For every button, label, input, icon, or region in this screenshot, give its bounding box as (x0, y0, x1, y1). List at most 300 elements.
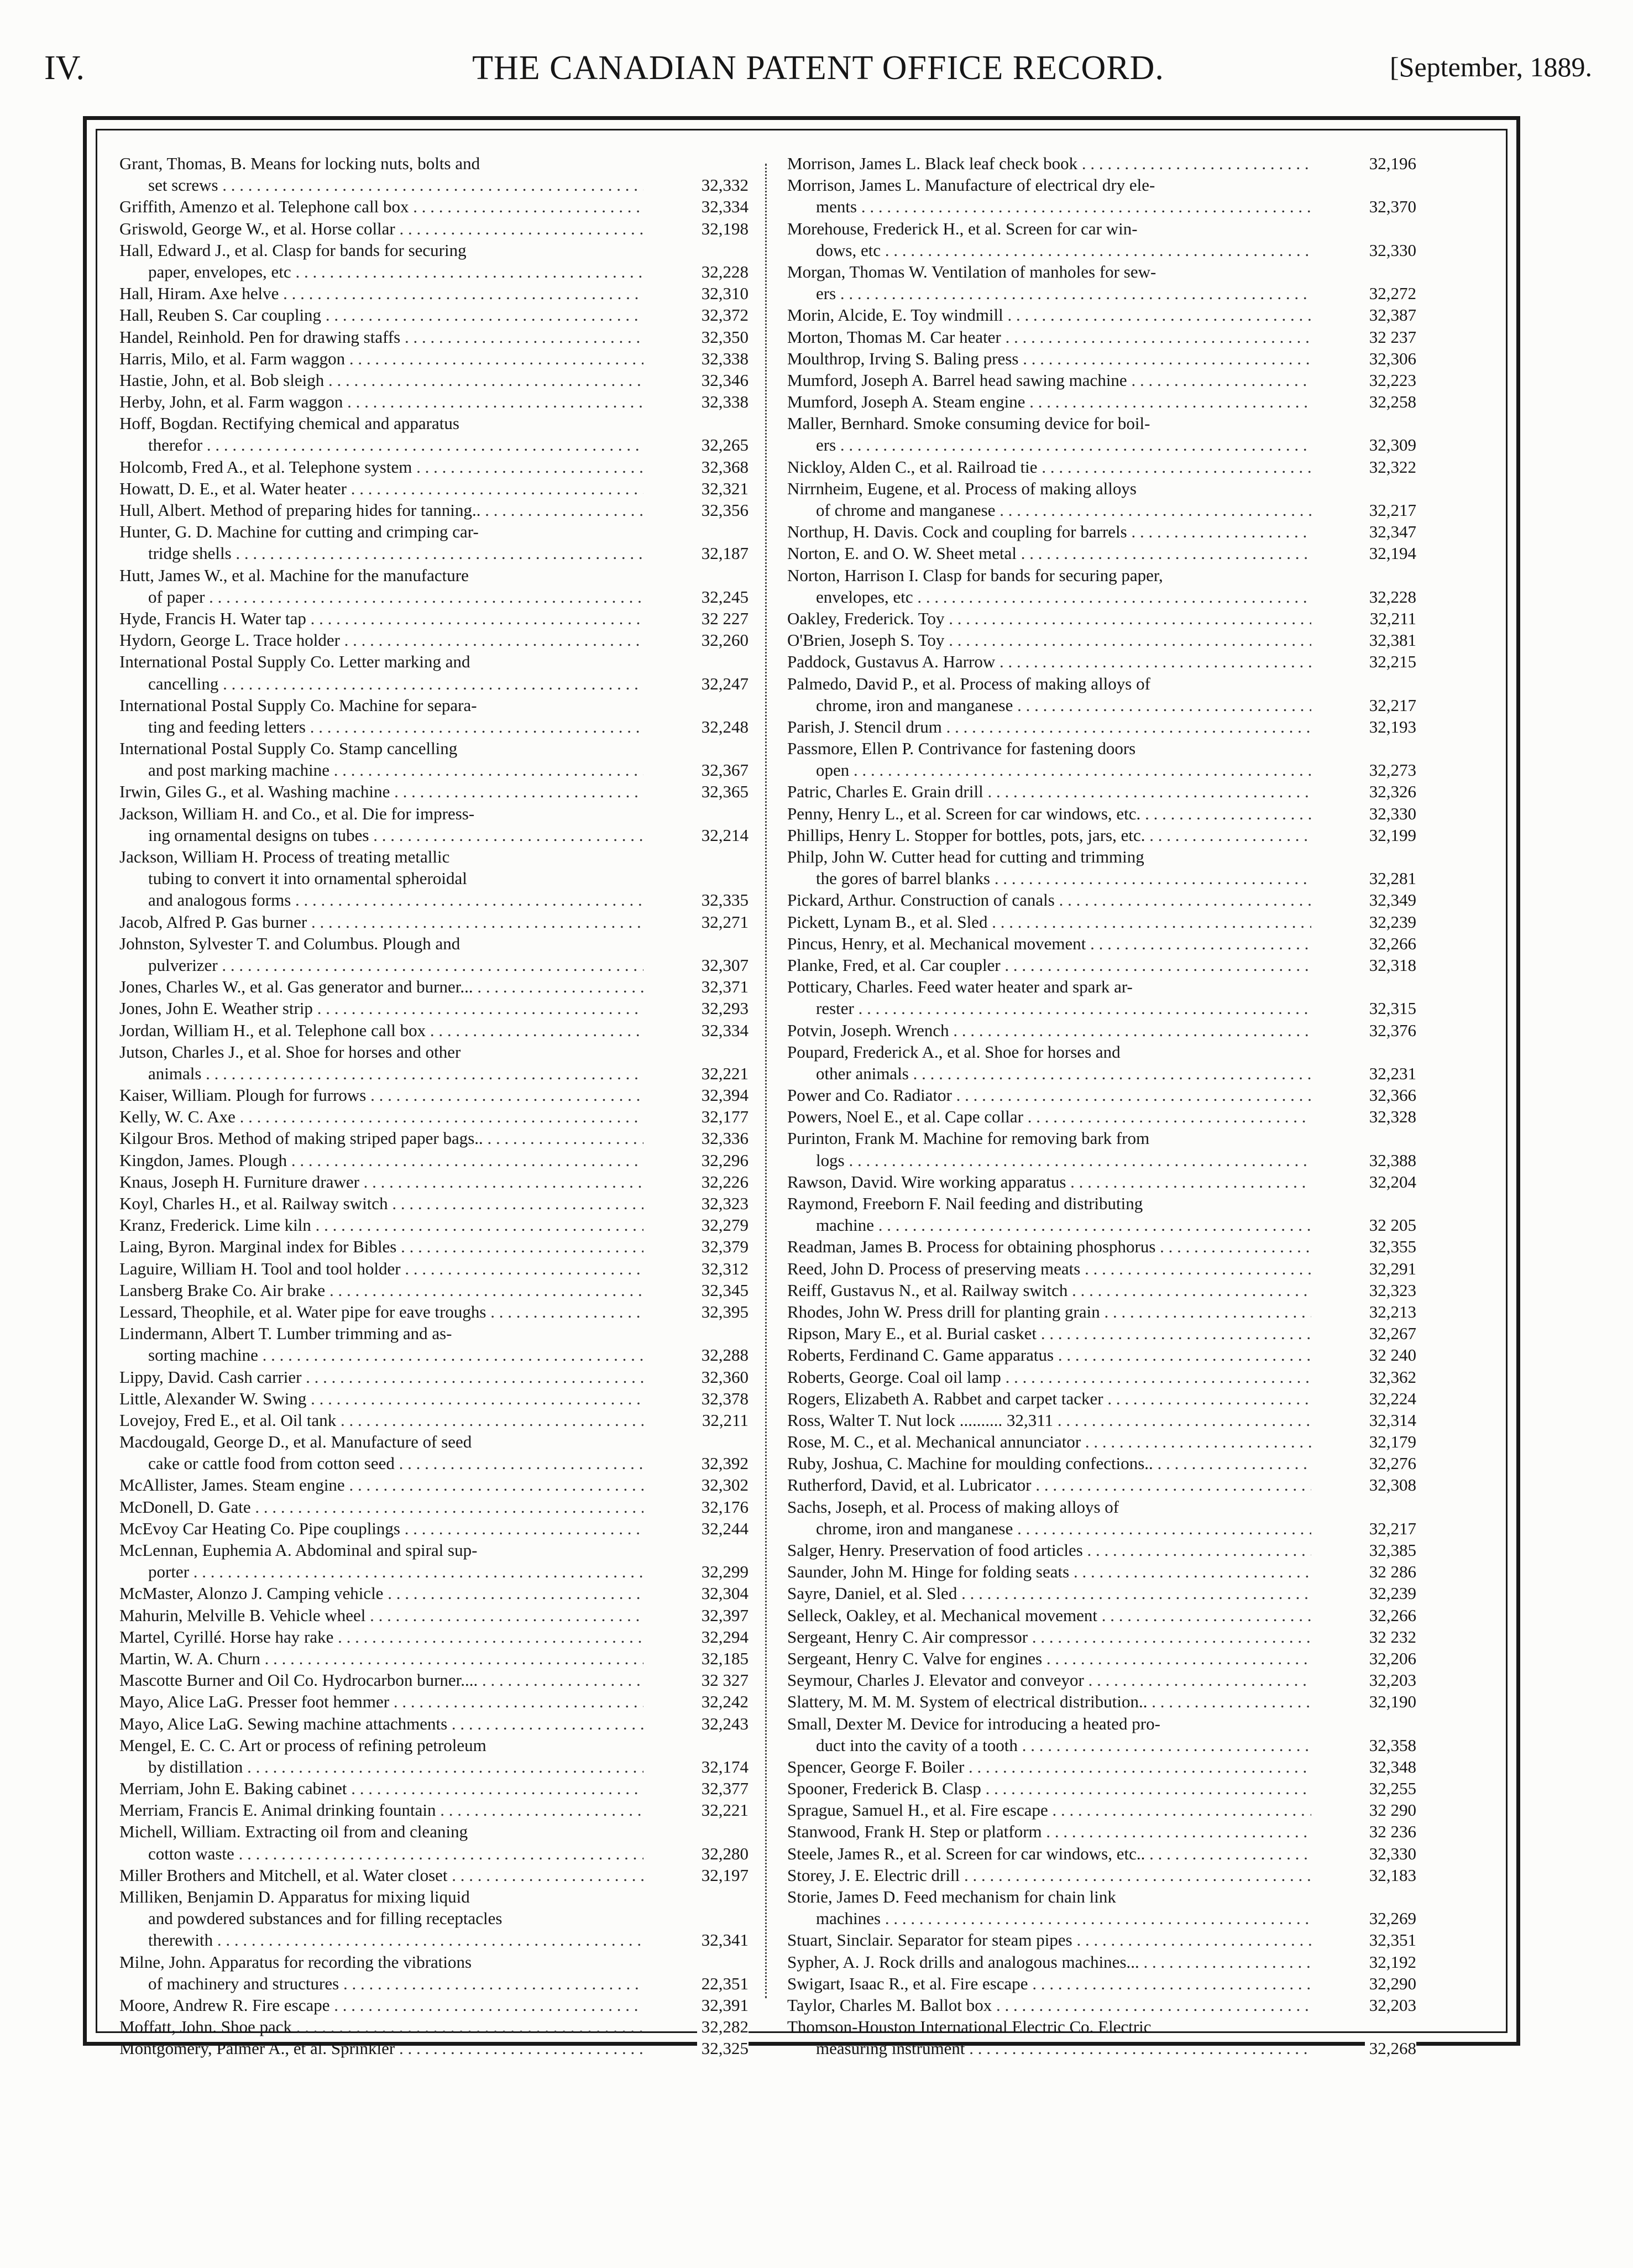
patent-number: 32,269 (1365, 1908, 1416, 1929)
index-entry (119, 456, 749, 478)
index-entry (787, 1756, 1416, 1778)
index-entry (787, 1366, 1416, 1388)
entry-line (787, 1756, 1416, 1778)
entry-text: open . . . (816, 759, 1311, 781)
patent-number: 32,215 (1365, 651, 1416, 672)
page-header (44, 43, 1592, 104)
entry-continuation-line (119, 824, 749, 846)
patent-number: 32,299 (697, 1561, 749, 1582)
entry-line (119, 1691, 749, 1712)
entry-text: Steele, James R., et al. Screen for car windows, etc.. . . . (787, 1843, 1311, 1864)
entry-text: Maller, Bernhard. Smoke consuming device for boil- (787, 414, 1150, 433)
entry-text: Lippy, David. Cash carrier . . . (119, 1366, 643, 1388)
patent-number: 32,350 (697, 326, 749, 348)
index-entry (787, 412, 1416, 456)
entry-text: O'Brien, Joseph S. Toy . . . (787, 629, 1311, 651)
entry-continuation-line (119, 889, 749, 911)
entry-text: Moore, Andrew R. Fire escape . . . (119, 1994, 643, 2016)
patent-number: 32,335 (697, 889, 749, 911)
index-entry (787, 781, 1416, 802)
page-number: IV. (44, 49, 85, 87)
entry-line (119, 1041, 749, 1063)
entry-line (119, 1778, 749, 1799)
entry-line (119, 1127, 749, 1149)
entry-line (787, 716, 1416, 738)
entry-text: Little, Alexander W. Swing . . . (119, 1388, 643, 1409)
index-entry (119, 1496, 749, 1518)
patent-number: 32,308 (1365, 1474, 1416, 1496)
entry-text: Morrison, James L. Manufacture of electrical dry ele- (787, 175, 1155, 195)
entry-line (787, 1843, 1416, 1864)
entry-line (787, 1171, 1416, 1193)
index-entry (119, 1366, 749, 1388)
entry-line (119, 1149, 749, 1171)
entry-text: Kelly, W. C. Axe . . . (119, 1106, 643, 1127)
entry-text: Kranz, Frederick. Lime kiln . . . (119, 1214, 643, 1236)
entry-text: Montgomery, Palmer A., et al. Sprinkler . . . (119, 2037, 643, 2059)
patent-number: 32 227 (697, 608, 749, 629)
entry-text: Mahurin, Melville B. Vehicle wheel . . . (119, 1605, 643, 1626)
index-entry (119, 1886, 749, 1951)
entry-text: logs . . . (816, 1149, 1311, 1171)
index-entry (119, 1691, 749, 1712)
entry-text: Miller Brothers and Mitchell, et al. Water closet . . . (119, 1864, 643, 1886)
page-title: THE CANADIAN PATENT OFFICE RECORD. (472, 49, 1164, 87)
patent-number: 32,214 (697, 824, 749, 846)
patent-number: 32,395 (697, 1301, 749, 1323)
index-entry (119, 1388, 749, 1409)
entry-line (787, 1452, 1416, 1474)
entry-line (119, 1669, 749, 1691)
entry-line (119, 1301, 749, 1323)
entry-line (119, 629, 749, 651)
entry-line (787, 1778, 1416, 1799)
entry-text: Northup, H. Davis. Cock and coupling for barrels . . . (787, 521, 1311, 542)
patent-number: 32,315 (1365, 997, 1416, 1019)
patent-number: 32,294 (697, 1626, 749, 1648)
patent-number: 32,266 (1365, 933, 1416, 954)
entry-text: Selleck, Oakley, et al. Mechanical movement . . . (787, 1605, 1311, 1626)
entry-text: Hall, Reuben S. Car coupling . . . (119, 304, 643, 326)
entry-text: Parish, J. Stencil drum . . . (787, 716, 1311, 738)
patent-number: 32,347 (1365, 521, 1416, 542)
entry-text: Mengel, E. C. C. Art or process of refining petroleum (119, 1735, 486, 1755)
entry-line (119, 1323, 749, 1344)
entry-line (787, 153, 1416, 174)
patent-number: 32,307 (697, 954, 749, 976)
entry-text: Merriam, Francis E. Animal drinking fountain . . . (119, 1799, 643, 1821)
patent-number: 32 286 (1365, 1561, 1416, 1582)
entry-text: Macdougald, George D., et al. Manufacture of seed (119, 1432, 472, 1452)
entry-text: Sprague, Samuel H., et al. Fire escape . . . (787, 1799, 1311, 1821)
entry-text: Storie, James D. Feed mechanism for chain link (787, 1887, 1116, 1906)
entry-line (119, 153, 749, 174)
patent-number: 32,265 (697, 434, 749, 456)
entry-line (119, 933, 749, 954)
page-frame (83, 116, 1520, 2058)
entry-text: Stanwood, Frank H. Step or platform . . . (787, 1821, 1311, 1842)
entry-line (119, 1366, 749, 1388)
patent-number: 32,391 (697, 1994, 749, 2016)
patent-number: 32,330 (1365, 239, 1416, 261)
patent-number: 32,193 (1365, 716, 1416, 738)
index-entry (119, 846, 749, 911)
entry-text: Salger, Henry. Preservation of food articles . . . (787, 1539, 1311, 1561)
patent-number: 32,328 (1365, 1106, 1416, 1127)
entry-line (119, 1626, 749, 1648)
entry-line (787, 629, 1416, 651)
entry-text: Ripson, Mary E., et al. Burial casket . . . (787, 1323, 1311, 1344)
entry-line (119, 456, 749, 478)
patent-number: 32,266 (1365, 1605, 1416, 1626)
index-entry (787, 1474, 1416, 1496)
entry-line (787, 911, 1416, 933)
patent-number: 32,199 (1365, 824, 1416, 846)
index-entry (787, 1799, 1416, 1821)
entry-line (787, 1669, 1416, 1691)
entry-text: Laguire, William H. Tool and tool holder . . . (119, 1258, 643, 1279)
index-entry (119, 1301, 749, 1323)
entry-line (119, 1431, 749, 1452)
entry-text: Moffatt, John. Shoe pack . . . (119, 2016, 643, 2037)
entry-text: Norton, Harrison I. Clasp for bands for securing paper, (787, 565, 1163, 585)
entry-continuation-line (787, 1908, 1416, 1929)
patent-number: 32,242 (697, 1691, 749, 1712)
entry-line (787, 803, 1416, 824)
entry-line (119, 1582, 749, 1604)
index-entry (119, 1582, 749, 1604)
entry-continuation-line (787, 1063, 1416, 1084)
entry-line (787, 1561, 1416, 1582)
entry-line (787, 1951, 1416, 1973)
index-entry (119, 1193, 749, 1214)
patent-number: 32,376 (1365, 1020, 1416, 1041)
patent-number: 32,334 (697, 196, 749, 217)
entry-line (787, 391, 1416, 412)
patent-number: 32,190 (1365, 1691, 1416, 1712)
index-entry (787, 1605, 1416, 1626)
entry-text: Michell, William. Extracting oil from and cleaning (119, 1822, 468, 1842)
patent-number: 32,196 (1365, 153, 1416, 174)
index-entry (119, 1214, 749, 1236)
index-entry (119, 1713, 749, 1734)
index-entry (119, 521, 749, 564)
entry-text: Palmedo, David P., et al. Process of making alloys of (787, 673, 1150, 693)
index-entry (119, 1279, 749, 1301)
entry-text: Nickloy, Alden C., et al. Railroad tie . . . (787, 456, 1311, 478)
entry-text: Hall, Edward J., et al. Clasp for bands for securing (119, 240, 467, 260)
entry-text: Rutherford, David, et al. Lubricator . . . (787, 1474, 1311, 1496)
index-entry (787, 153, 1416, 174)
entry-text: Mumford, Joseph A. Steam engine . . . (787, 391, 1311, 412)
patent-number: 32,365 (697, 781, 749, 802)
entry-text: Jacob, Alfred P. Gas burner . . . (119, 911, 643, 933)
entry-line (787, 1994, 1416, 2016)
entry-line (787, 1713, 1416, 1734)
entry-text: Jackson, William H. Process of treating metallic (119, 847, 450, 866)
entry-text: tridge shells . . . (148, 542, 643, 564)
patent-number: 32,330 (1365, 1843, 1416, 1864)
entry-text: Hall, Hiram. Axe helve . . . (119, 283, 643, 304)
patent-number: 32,355 (1365, 1236, 1416, 1257)
index-entry (119, 1474, 749, 1496)
entry-text: Mayo, Alice LaG. Sewing machine attachments . . . (119, 1713, 643, 1734)
patent-number: 32,239 (1365, 1582, 1416, 1604)
patent-number: 32,198 (697, 218, 749, 239)
entry-line (119, 499, 749, 521)
entry-text: Hydorn, George L. Trace holder . . . (119, 629, 643, 651)
patent-number: 32,211 (1365, 608, 1416, 629)
entry-text: Hutt, James W., et al. Machine for the manufacture (119, 565, 469, 585)
patent-number: 32,310 (697, 283, 749, 304)
index-entry (787, 1409, 1416, 1431)
entry-line (787, 412, 1416, 434)
entry-line (787, 1366, 1416, 1388)
patent-number: 32 240 (1365, 1344, 1416, 1366)
index-entry (119, 1149, 749, 1171)
patent-number: 32,290 (1365, 1973, 1416, 1994)
patent-number: 32,244 (697, 1518, 749, 1539)
index-entry (119, 1020, 749, 1041)
index-entry (787, 1301, 1416, 1323)
index-entry (787, 1258, 1416, 1279)
index-entry (119, 1799, 749, 1821)
index-entry (787, 1041, 1416, 1084)
entry-text: ing ornamental designs on tubes . . . (148, 824, 643, 846)
entry-line (787, 565, 1416, 586)
index-entry (787, 1821, 1416, 1842)
entry-line (119, 412, 749, 434)
index-entry (787, 1843, 1416, 1864)
index-entry (119, 1323, 749, 1366)
entry-continuation-line (787, 434, 1416, 456)
entry-text: chrome, iron and manganese . . . (816, 1518, 1311, 1539)
patent-number: 32,323 (1365, 1279, 1416, 1301)
index-entry (119, 1127, 749, 1149)
entry-line (119, 997, 749, 1019)
entry-text: Saunder, John M. Hinge for folding seats . . . (787, 1561, 1311, 1582)
patent-number: 32,260 (697, 629, 749, 651)
entry-text: other animals . . . (816, 1063, 1311, 1084)
entry-text: Passmore, Ellen P. Contrivance for fastening doors (787, 739, 1136, 759)
patent-number: 32,239 (1365, 911, 1416, 933)
patent-number: 32,197 (697, 1864, 749, 1886)
entry-text: Swigart, Isaac R., et al. Fire escape . . . (787, 1973, 1311, 1994)
entry-continuation-line (787, 196, 1416, 217)
entry-continuation-line (787, 1149, 1416, 1171)
entry-text: Kaiser, William. Plough for furrows . . . (119, 1084, 643, 1106)
entry-line (787, 1474, 1416, 1496)
entry-line (119, 1951, 749, 1973)
entry-continuation-line (119, 954, 749, 976)
index-entry (119, 1171, 749, 1193)
patent-number: 32,179 (1365, 1431, 1416, 1452)
entry-line (787, 1799, 1416, 1821)
patent-number: 32,281 (1365, 868, 1416, 889)
index-entry (119, 1734, 749, 1778)
index-entry (787, 738, 1416, 781)
index-entry (787, 1886, 1416, 1929)
patent-number: 32,338 (697, 391, 749, 412)
entry-line (119, 1171, 749, 1193)
entry-line (787, 976, 1416, 997)
entry-line (787, 1973, 1416, 1994)
entry-line (787, 1236, 1416, 1257)
entry-line (119, 1020, 749, 1041)
index-entry (119, 1431, 749, 1474)
entry-text: pulverizer . . . (148, 954, 643, 976)
entry-line (119, 1518, 749, 1539)
index-entry (787, 1929, 1416, 1951)
entry-line (119, 1496, 749, 1518)
entry-text: Hull, Albert. Method of preparing hides for tanning.. . . . (119, 499, 643, 521)
index-entry (119, 781, 749, 802)
entry-text: Harris, Milo, et al. Farm waggon . . . (119, 348, 643, 369)
right-index-column (787, 153, 1416, 2060)
entry-text: tubing to convert it into ornamental spheroidal (148, 869, 467, 889)
index-entry (787, 521, 1416, 542)
index-entry (119, 1605, 749, 1626)
entry-line (119, 608, 749, 629)
entry-continuation-line (119, 261, 749, 283)
index-entry (787, 1994, 1416, 2016)
index-entry (119, 1821, 749, 1864)
patent-number: 32 205 (1365, 1214, 1416, 1236)
entry-line (119, 1474, 749, 1496)
patent-number: 32,204 (1365, 1171, 1416, 1193)
index-entry (787, 1452, 1416, 1474)
index-entry (787, 1626, 1416, 1648)
patent-number: 32,176 (697, 1496, 749, 1518)
entry-text: McEvoy Car Heating Co. Pipe couplings . . . (119, 1518, 643, 1539)
entry-line (787, 369, 1416, 391)
entry-text: Koyl, Charles H., et al. Railway switch . . . (119, 1193, 643, 1214)
entry-text: Power and Co. Radiator . . . (787, 1084, 1311, 1106)
patent-number: 32,221 (697, 1063, 749, 1084)
patent-number: 32,217 (1365, 499, 1416, 521)
patent-number: 32,325 (697, 2037, 749, 2059)
patent-number: 32,228 (697, 261, 749, 283)
entry-line (787, 1496, 1416, 1518)
patent-number: 32,296 (697, 1149, 749, 1171)
index-entry (119, 911, 749, 933)
patent-number: 32,267 (1365, 1323, 1416, 1344)
patent-number: 32,351 (1365, 1929, 1416, 1951)
entry-text: Jordan, William H., et al. Telephone call box . . . (119, 1020, 643, 1041)
patent-number: 32,323 (697, 1193, 749, 1214)
patent-number: 32,223 (1365, 369, 1416, 391)
entry-line (119, 1106, 749, 1127)
index-entry (119, 196, 749, 217)
entry-continuation-line (119, 759, 749, 781)
entry-line (787, 1301, 1416, 1323)
index-entry (119, 153, 749, 196)
index-entry (787, 1279, 1416, 1301)
index-entry (119, 1106, 749, 1127)
entry-line (787, 348, 1416, 369)
patent-number: 32,349 (1365, 889, 1416, 911)
entry-line (787, 218, 1416, 239)
entry-text: Kingdon, James. Plough . . . (119, 1149, 643, 1171)
index-entry (787, 803, 1416, 824)
entry-line (119, 1236, 749, 1257)
entry-text: McMaster, Alonzo J. Camping vehicle . . . (119, 1582, 643, 1604)
entry-line (787, 456, 1416, 478)
entry-text: Potticary, Charles. Feed water heater and spark ar- (787, 977, 1133, 997)
entry-text: McLennan, Euphemia A. Abdominal and spiral sup- (119, 1540, 478, 1560)
index-entry (119, 1041, 749, 1084)
entry-text: Penny, Henry L., et al. Screen for car windows, etc. . . . (787, 803, 1311, 824)
index-entry (787, 565, 1416, 608)
index-entry (787, 911, 1416, 933)
entry-text: Morin, Alcide, E. Toy windmill . . . (787, 304, 1311, 326)
entry-text: Ruby, Joshua, C. Machine for moulding confections.. . . . (787, 1452, 1311, 1474)
entry-line (787, 1279, 1416, 1301)
entry-text: envelopes, etc . . . (816, 586, 1311, 608)
patent-number: 32,302 (697, 1474, 749, 1496)
index-entry (119, 1539, 749, 1582)
index-entry (787, 369, 1416, 391)
entry-text: Moulthrop, Irving S. Baling press . . . (787, 348, 1311, 369)
entry-line (787, 1539, 1416, 1561)
entry-text: Kilgour Bros. Method of making striped paper bags.. . . . (119, 1127, 643, 1149)
entry-text: Lansberg Brake Co. Air brake . . . (119, 1279, 643, 1301)
patent-number: 32,271 (697, 911, 749, 933)
entry-line (119, 1084, 749, 1106)
index-entry (119, 1626, 749, 1648)
index-entry (787, 391, 1416, 412)
patent-number: 32,338 (697, 348, 749, 369)
patent-number: 32,291 (1365, 1258, 1416, 1279)
index-entry (787, 629, 1416, 651)
index-entry (787, 304, 1416, 326)
patent-number: 32,217 (1365, 694, 1416, 716)
entry-line (787, 304, 1416, 326)
index-entry (119, 1648, 749, 1669)
entry-text: Mumford, Joseph A. Barrel head sawing machine . . . (787, 369, 1311, 391)
patent-number: 32,368 (697, 456, 749, 478)
entry-line (119, 521, 749, 542)
index-entry (787, 542, 1416, 564)
patent-number: 32,306 (1365, 348, 1416, 369)
index-entry (787, 456, 1416, 478)
entry-continuation-line (119, 673, 749, 694)
entry-line (787, 1582, 1416, 1604)
patent-number: 32,381 (1365, 629, 1416, 651)
patent-number: 32,255 (1365, 1778, 1416, 1799)
entry-line (119, 1886, 749, 1908)
patent-number: 32,312 (697, 1258, 749, 1279)
entry-text: and post marking machine . . . (148, 759, 643, 781)
patent-number: 32,288 (697, 1344, 749, 1366)
entry-text: Jones, John E. Weather strip . . . (119, 997, 643, 1019)
entry-text: Spencer, George F. Boiler . . . (787, 1756, 1311, 1778)
entry-text: Stuart, Sinclair. Separator for steam pipes . . . (787, 1929, 1311, 1951)
patent-number: 32,282 (697, 2016, 749, 2037)
index-entry (119, 1258, 749, 1279)
index-entry (119, 694, 749, 738)
entry-text: Slattery, M. M. M. System of electrical distribution.. . . . (787, 1691, 1311, 1712)
index-entry (787, 1973, 1416, 1994)
entry-line (119, 239, 749, 261)
index-entry (787, 1561, 1416, 1582)
entry-text: Patric, Charles E. Grain drill . . . (787, 781, 1311, 802)
index-entry (787, 1582, 1416, 1604)
entry-line (787, 2016, 1416, 2037)
index-entry (787, 348, 1416, 369)
patent-number: 32,318 (1365, 954, 1416, 976)
patent-number: 32,258 (1365, 391, 1416, 412)
